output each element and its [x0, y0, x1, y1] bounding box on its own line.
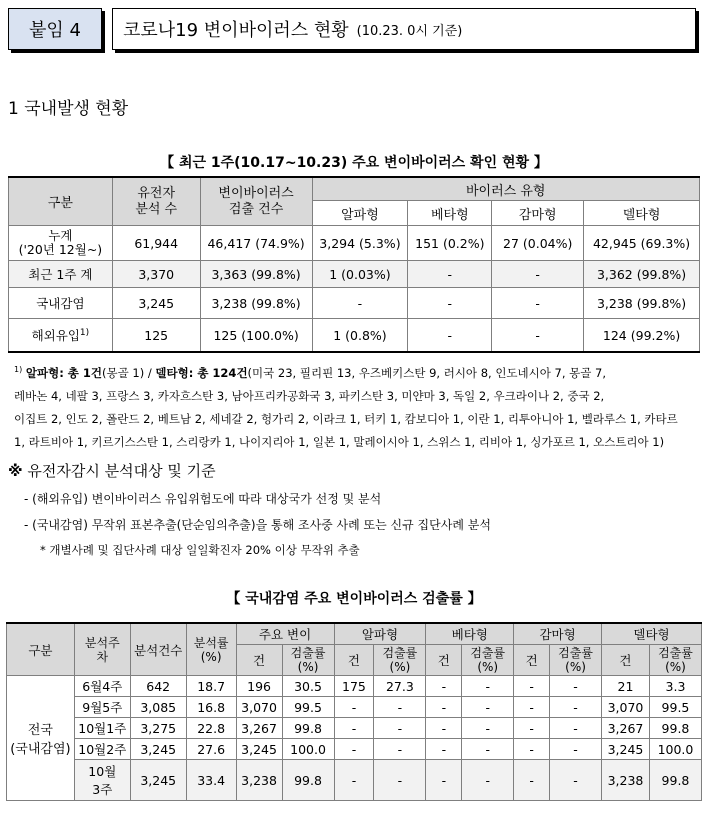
- t2-cell: 99.8: [282, 718, 334, 739]
- t2-cell: -: [462, 760, 514, 801]
- table1-caption: 【 최근 1주(10.17~10.23) 주요 변이바이러스 확인 현황 】: [160, 155, 548, 171]
- t2-cell: 16.8: [186, 697, 236, 718]
- t2-cell: -: [462, 697, 514, 718]
- t1-h-alpha: 알파형: [312, 201, 408, 226]
- table1-footnote: $^{1)}$ 알파형: 총 1건(몽골 1) / 델타형: 총 124건(미국 23, 필리핀 13, 우즈베키스탄 9, 러시아 8, 인도네시아 7, 몽골 7, 레바논 4, 네팔 3, 프랑스 3, 카자흐스탄 3, 남아프리카공화국 3, 파키스탄 3, 미얀마 3, 독일 2, 우크라이나 2, 중국 2, 이집트 2, 인도 2, 폴란드 2, 베트남 2, 세네갈 2, 헝가리 2, 이라크 1, 터키 1, 캄보디아 1, 이란 1, 리투아니아 1, 벨라루스 1, 카타르 1, 라트비아 1, 키르기스스탄 1, 스리랑카 1, 나이지리아 1, 일본 1, 말레이시아 1, 스위스 1, 리비아 1, 싱가포르 1, 오스트리아 1): [14, 365, 678, 449]
- t1-cell: 27 (0.04%): [492, 226, 584, 261]
- t1-cell: -: [408, 261, 492, 288]
- t1-cell: 1 (0.03%): [312, 261, 408, 288]
- t2-cell: 3.3: [649, 676, 701, 697]
- t2-h-cnt: 분석건수: [130, 623, 186, 676]
- t2-cell: 99.8: [649, 718, 701, 739]
- t1-cell: 3,238 (99.8%): [200, 288, 312, 319]
- t2-cell: 3,275: [130, 718, 186, 739]
- t2-cell: -: [426, 697, 462, 718]
- t2-cell: 99.5: [282, 697, 334, 718]
- t2-h-r: 검출률 (%): [282, 645, 334, 676]
- t2-cell: -: [550, 739, 602, 760]
- t2-cell: -: [334, 718, 374, 739]
- t2-week: 6월4주: [74, 676, 130, 697]
- t2-h-group: 델타형: [601, 623, 701, 645]
- t2-h-n: 건: [334, 645, 374, 676]
- t2-row: [7, 697, 702, 718]
- t1-h-seq: 유전자 분석 수: [112, 177, 200, 226]
- t2-cell: -: [334, 697, 374, 718]
- t2-cell: 3,245: [236, 739, 282, 760]
- t1-h-gubun: 구분: [9, 177, 113, 226]
- t2-h-n: 건: [514, 645, 550, 676]
- t2-cell: -: [334, 739, 374, 760]
- t1-cell: 3,370: [112, 261, 200, 288]
- t1-cell: -: [492, 261, 584, 288]
- t1-cell: -: [408, 319, 492, 353]
- t2-cell: 3,070: [236, 697, 282, 718]
- t2-cell: -: [514, 739, 550, 760]
- t1-cell: 3,245: [112, 288, 200, 319]
- t2-cell: -: [514, 697, 550, 718]
- t1-cell: 151 (0.2%): [408, 226, 492, 261]
- page-title-box: [112, 8, 696, 50]
- t1-row-label: 해외유입$^{1)}$: [9, 319, 113, 353]
- t1-cell: -: [492, 319, 584, 353]
- criteria-item: - (해외유입) 변이바이러스 유입위험도에 따라 대상국가 선정 및 분석: [24, 492, 382, 506]
- t1-row-label: 국내감염: [9, 288, 113, 319]
- t1-cell: 125 (100.0%): [200, 319, 312, 353]
- t2-h-r: 검출률 (%): [462, 645, 514, 676]
- criteria-note: * 개별사례 및 집단사례 대상 일일확진자 20% 이상 무작위 추출: [40, 543, 360, 557]
- t2-cell: 27.3: [374, 676, 426, 697]
- t2-cell: 22.8: [186, 718, 236, 739]
- t2-cell: 3,267: [236, 718, 282, 739]
- t2-cell: 99.5: [649, 697, 701, 718]
- t2-h-group: 베타형: [426, 623, 514, 645]
- t1-cell: 1 (0.8%): [312, 319, 408, 353]
- t1-cell: -: [408, 288, 492, 319]
- t2-week: 10월3주: [74, 760, 130, 801]
- t2-h-group: 알파형: [334, 623, 426, 645]
- t2-row: [7, 718, 702, 739]
- t2-cell: -: [374, 760, 426, 801]
- t2-cell: 99.8: [282, 760, 334, 801]
- t2-cell: 33.4: [186, 760, 236, 801]
- section-heading: 1 국내발생 현황: [8, 99, 129, 119]
- t2-region: 전국 (국내감염): [7, 676, 75, 801]
- t2-cell: 3,245: [130, 760, 186, 801]
- t2-h-rate: 분석률 (%): [186, 623, 236, 676]
- t1-row-label: 누계 ('20년 12월~): [9, 226, 113, 261]
- t2-h-n: 건: [601, 645, 649, 676]
- t1-cell: -: [312, 288, 408, 319]
- t2-cell: -: [374, 718, 426, 739]
- t2-h-n: 건: [426, 645, 462, 676]
- t1-cell: 3,363 (99.8%): [200, 261, 312, 288]
- table2-caption: 【 국내감염 주요 변이바이러스 검출률 】: [226, 591, 482, 607]
- criteria-item: - (국내감염) 무작위 표본추출(단순임의추출)을 통해 조사중 사례 또는 신규 집단사례 분석: [24, 518, 491, 532]
- t2-row: [7, 739, 702, 760]
- t2-cell: -: [514, 760, 550, 801]
- t2-cell: -: [374, 739, 426, 760]
- t1-cell: 125: [112, 319, 200, 353]
- t2-cell: 3,267: [601, 718, 649, 739]
- t2-cell: -: [514, 718, 550, 739]
- t2-cell: -: [426, 739, 462, 760]
- t2-week: 10월2주: [74, 739, 130, 760]
- t2-cell: 642: [130, 676, 186, 697]
- t2-cell: -: [550, 760, 602, 801]
- t2-h-r: 검출률 (%): [649, 645, 701, 676]
- t2-cell: 99.8: [649, 760, 701, 801]
- t2-row: [7, 760, 702, 801]
- t2-cell: -: [426, 676, 462, 697]
- t2-h-r: 검출률 (%): [550, 645, 602, 676]
- t1-cell: -: [492, 288, 584, 319]
- t2-cell: 21: [601, 676, 649, 697]
- t2-cell: 3,085: [130, 697, 186, 718]
- page-title: 코로나19 변이바이러스 현황: [123, 20, 349, 41]
- t1-h-gamma: 감마형: [492, 201, 584, 226]
- attachment-tag: 붙임 4: [8, 8, 102, 50]
- t2-cell: 3,238: [236, 760, 282, 801]
- t2-cell: -: [462, 676, 514, 697]
- t2-cell: 18.7: [186, 676, 236, 697]
- t2-cell: -: [550, 697, 602, 718]
- t2-cell: 175: [334, 676, 374, 697]
- t2-cell: 196: [236, 676, 282, 697]
- t2-cell: 3,070: [601, 697, 649, 718]
- t2-h-r: 검출률 (%): [374, 645, 426, 676]
- t2-cell: 3,245: [130, 739, 186, 760]
- t1-row-label: 최근 1주 계: [9, 261, 113, 288]
- t2-cell: 27.6: [186, 739, 236, 760]
- t2-cell: -: [550, 676, 602, 697]
- t2-row: [7, 676, 702, 697]
- t2-cell: -: [426, 718, 462, 739]
- t2-h-gubun: 구분: [7, 623, 75, 676]
- t2-h-group: 감마형: [514, 623, 602, 645]
- t1-cell: 3,294 (5.3%): [312, 226, 408, 261]
- t2-cell: 100.0: [649, 739, 701, 760]
- t1-h-type: 바이러스 유형: [312, 177, 700, 201]
- t2-h-week: 분석주 차: [74, 623, 130, 676]
- t2-h-group: 주요 변이: [236, 623, 334, 645]
- t2-cell: -: [374, 697, 426, 718]
- t2-cell: 100.0: [282, 739, 334, 760]
- t1-h-var: 변이바이러스 검출 건수: [200, 177, 312, 226]
- t1-cell: 3,362 (99.8%): [584, 261, 700, 288]
- t1-cell: 3,238 (99.8%): [584, 288, 700, 319]
- t1-h-beta: 베타형: [408, 201, 492, 226]
- t2-cell: -: [514, 676, 550, 697]
- t2-cell: 3,245: [601, 739, 649, 760]
- t1-cell: 42,945 (69.3%): [584, 226, 700, 261]
- page-title-date: (10.23. 0시 기준): [356, 23, 463, 39]
- t2-cell: -: [462, 739, 514, 760]
- t2-week: 9월5주: [74, 697, 130, 718]
- t2-cell: -: [462, 718, 514, 739]
- domestic-detection-table: [6, 622, 702, 801]
- criteria-heading: ※ 유전자감시 분석대상 및 기준: [8, 462, 216, 480]
- t1-h-delta: 델타형: [584, 201, 700, 226]
- t2-week: 10월1주: [74, 718, 130, 739]
- t2-h-n: 건: [236, 645, 282, 676]
- t2-cell: -: [550, 718, 602, 739]
- t2-cell: -: [426, 760, 462, 801]
- t2-cell: 30.5: [282, 676, 334, 697]
- page-header: [8, 8, 696, 50]
- t1-cell: 61,944: [112, 226, 200, 261]
- t1-cell: 124 (99.2%): [584, 319, 700, 353]
- variant-status-table: [8, 176, 700, 353]
- t2-cell: 3,238: [601, 760, 649, 801]
- t2-cell: -: [334, 760, 374, 801]
- t1-cell: 46,417 (74.9%): [200, 226, 312, 261]
